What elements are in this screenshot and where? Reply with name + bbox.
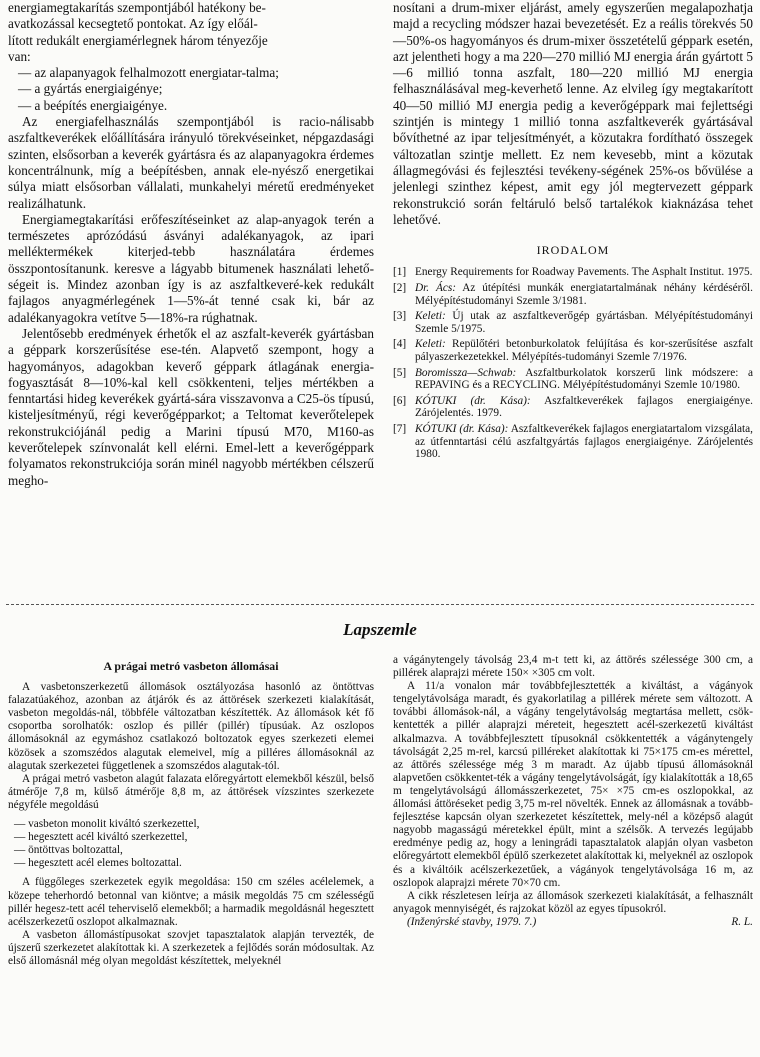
text-line: van: [8,48,31,64]
paragraph: A vasbeton állomástípusokat szovjet tapasztalatok alapján tervezték, de újszerű szerkezetet alakítottak ki. A szerkezetek a fejlődés során módosultak. Az első állomásnál még olyan megoldást készítettek, melyeknél [8,928,374,967]
list-item: — az alapanyagok felhalmozott energiatar-talma; [18,65,279,81]
top-left-column [8,0,374,489]
article-title: A prágai metró vasbeton állomásai [103,659,279,673]
paragraph: nosítani a drum-mixer eljárást, amely egyszerűen megalapozhatja majd a recycling módszer hazai bevezetését. Ez a reális törekvés 50—50%-os hagyományos és drum-mixer összetételű géppark esetén, azt jelentheti hogy a ma 220—270 millió MJ energia árán gyártott 5—6 millió tonna aszfalt, 180—220 millió MJ energia felhasználásával meg-keverhető lenne. Az elvileg így megtakarított 40—50 millió MJ energia pedig a keverőgéppark mai fejlettségi szintjén is mintegy 1 millió tonna aszfaltkeverék gyártásával bővíthetné az ipar teljesítményét, a közutakra fordítható összegek változatlan szintje mellett. Ez nem kevesebb, mint a közutak állagmegóvási és fejlesztési tevékeny-ségének 25%-os bővülése a jelenlegi szinthez képest, amit egy jól megtervezett géppark rekonstrukció során feltáruló belső tartalékok kiaknázása tehet lehetővé. [393,0,753,227]
section-divider [6,604,754,605]
paragraph: A prágai metró vasbeton alagút falazata előregyártott elemekből készül, belső átmérője 7,8 m, külső átmérője 8,8 m, az áttörések vízszintes szerkezete négyféle megoldású [8,772,374,811]
paragraph: A 11/a vonalon már továbbfejlesztették a kiváltást, a vágányok tengelytávolsága maradt, és gyakorlatilag a pillérek mérete sem változott. A további állomások-nál, a vágány tengelytávolság megtartása mellett, csök-kentették a pillér alaprajzi méreteit, hegesztett acél-szerkezetű kiváltást alkalmazva. A továbbfejlesztett típusoknál csökkentették a vágánytengely távolságát 2,25 m-rel, karcsú pilléreket alakítottak ki 75×175 cm-es mérettel, az áttörés szélessége még 3 m maradt. Az újabb típusú állomásoknál alapvetően csökkentet-ték a vágány tengelytávolságát, így kialakították a 18,65 m tengelytávolságú állomásszerkezetet, 75× ×75 cm-es oszlopokkal, az állomási áttöréseket pedig 3,75 m-rel növelték. Ennek az állomásnak a tovább-fejlesztése kapcsán olyan szerkezetet készítettek, mely-nél a középső alagút nagyobb magasságú méretekkel épült, mint a szélsők. A tervezés legújabb eredménye pedig az, hogy a leningrádi tapasztalatok alapján olyan vasbeton előregyártott elemekből épülő szerkezetet alakítottak ki, melyeknél az oszlopok és a kiváltóik acélszerkezetűek, a vágányok tengelytávolsága 16 m, az oszlopok alaprajzi mérete 70×70 cm. [393,680,753,889]
reference-item: [2] Dr. Ács: Az útépítési munkák energiatartalmának néhány kérdéséről. Mélyépítéstudományi Szemle 3/1981. [393,282,754,307]
reference-item: [1] Energy Requirements for Roadway Pavements. The Asphalt Institut. 1975. [393,266,753,279]
reference-item: [6] KÓTUKI (dr. Kása): Aszfaltkeverékek fajlagos energiaigénye. Zárójelentés. 1979. [393,394,754,420]
paragraph [8,0,374,65]
paragraph: A cikk részletesen leírja az állomások szerkezeti kialakítását, a felhasznált anyagok mennyiségét, és rajzokat közöl az egyes típusokról. [393,889,753,915]
list-item: — a beépítés energiaigénye. [18,97,168,113]
list-item: — hegesztett acél kiváltó szerkezettel, [14,831,188,844]
reference-list [393,266,753,460]
list-item: — hegesztett acél elemes boltozattal. [14,857,182,870]
source-citation: (Inženýrské stavby, 1979. 7.) [407,915,537,928]
bottom-left-column [8,654,374,968]
text-line: energiamegtakarítás szempontjából hatékony be- [8,0,266,15]
section-title: Lapszemle [343,620,417,639]
source-line [393,916,753,929]
paragraph: Jelentősebb eredmények érhetők el az aszfalt-keverék gyártásban a géppark korszerűsítése ese-tén. Alapvető szempont, hogy a hagyományos, adagokban keverő géppark átlagának energia-fogyasztását 8—10%-kal kell csökkenteni, teljes mértékben a fenntartási hideg keverékek gyártá-sára visszavonva a C25-ös típusú, kisteljesítményű, régi keverőgépparkot; a Teltomat keverőtelepek rekonstrukciójánál pedig a Marini típusú M70, M160-as keverőtelepek színvonalát kell elérni. Emel-lett a keverőgéppark folyamatos rekonstrukciója során minél nagyobb mértékben célszerű megho- [8,325,374,488]
reference-item: [7] KÓTUKI (dr. Kása): Aszfaltkeverékek fajlagos energiatartalom vizsgálata, az útfenntartási célú aszfaltgyártás fajlagos energiaigénye. Zárójelentés 1980. [393,422,754,461]
paragraph: Az energiafelhasználás szempontjából is racio-nálisabb aszfaltkeverékek előállítására irányuló törekvéseinket, népgazdasági szinten, elsősorban a keverék gyártásra és az alapanyagokra érdemes koncentrálnunk, míg a beépítésben, annak ele-nyésző energetikai súlya miatt elsősorban vállalati, munkahelyi méretű eredményeket realizálhatunk. [8,114,374,211]
list-item: — öntöttvas boltozattal, [14,844,123,857]
text-line: avatkozással kecsegtető pontokat. Az így előál- [8,16,258,32]
reference-item: [3] Keleti: Új utak az aszfaltkeverőgép gyártásban. Mélyépítéstudományi Szemle 5/1975. [393,310,754,335]
author-signature: R. L. [731,915,753,928]
reference-item: [5] Boromissza—Schwab: Aszfaltburkolatok korszerű link módszere: a REPAVING és a RECYCLING. Mélyépítéstudományi Szemle 10/1980. [393,366,753,392]
reference-item: [4] Keleti: Repülőtéri betonburkolatok felújítása és kor-szerűsítése aszfalt pályaszerkezetekkel. Mélyépítés-tudományi Szemle 7/1976. [393,338,754,364]
paragraph: a vágánytengely távolság 23,4 m-t tett ki, az áttörés szélessége 300 cm, a pillérek alaprajzi mérete 150× ×305 cm volt. [393,654,753,680]
text-line: lított redukált energiamérlegnek három tényezője [8,32,268,48]
bottom-right-column [393,654,753,929]
paragraph: A függőleges szerkezetek egyik megoldása: 150 cm széles acélelemek, a közepe teherhordó betonnal van kiöntve; a másik megoldás 75 cm szélességű pillér hegesz-tett acél teherviselő elemekből; a harmadik megoldásnál hegesztett acélszerkezetű oszlopot alkalmaznak. [8,876,374,928]
paragraph: Energiamegtakarítási erőfeszítéseinket az alap-anyagok terén a természetes aprózódású ásványi adalékanyagok, az ipari melléktermékek kiterjed-tebb használatára érdemes összpontosítanunk. keresve a lágyabb bitumenek használati lehető-ségeit is. Mindez azonban így is az aszfaltkeveré-kek redukált fajlagos anyagmérlegének 1—5%-át tenné csak ki, bár az adalékanyagokra vetítve 5—18%-ra rúghatnak. [8,211,374,325]
references-heading: IRODALOM [536,243,610,258]
paragraph: A vasbetonszerkezetű állomások osztályozása hasonló az öntöttvas falazatúakéhoz, azonban az átjárók és az áttörések szerkezeti kialakítását, vasbeton megoldás-nál, többféle változatban készítették. Az állomások két fő csoportba sorolhatók: oszlop és pillér (pillér) típusúak. Az oszlopos állomásoknál az egymáshoz csatlakozó boltozatok egyes szerkezeti elemei közösek a szomszédos alagutak elemeivel, míg a pilléres állomásoknál az alagutak szerkezetei függetlenek a szomszédos alagutak-tól. [8,681,374,772]
top-right-column [393,0,753,464]
list-item: — a gyártás energiaigénye; [18,81,163,97]
list-item: — vasbeton monolit kiváltó szerkezettel, [14,818,200,831]
